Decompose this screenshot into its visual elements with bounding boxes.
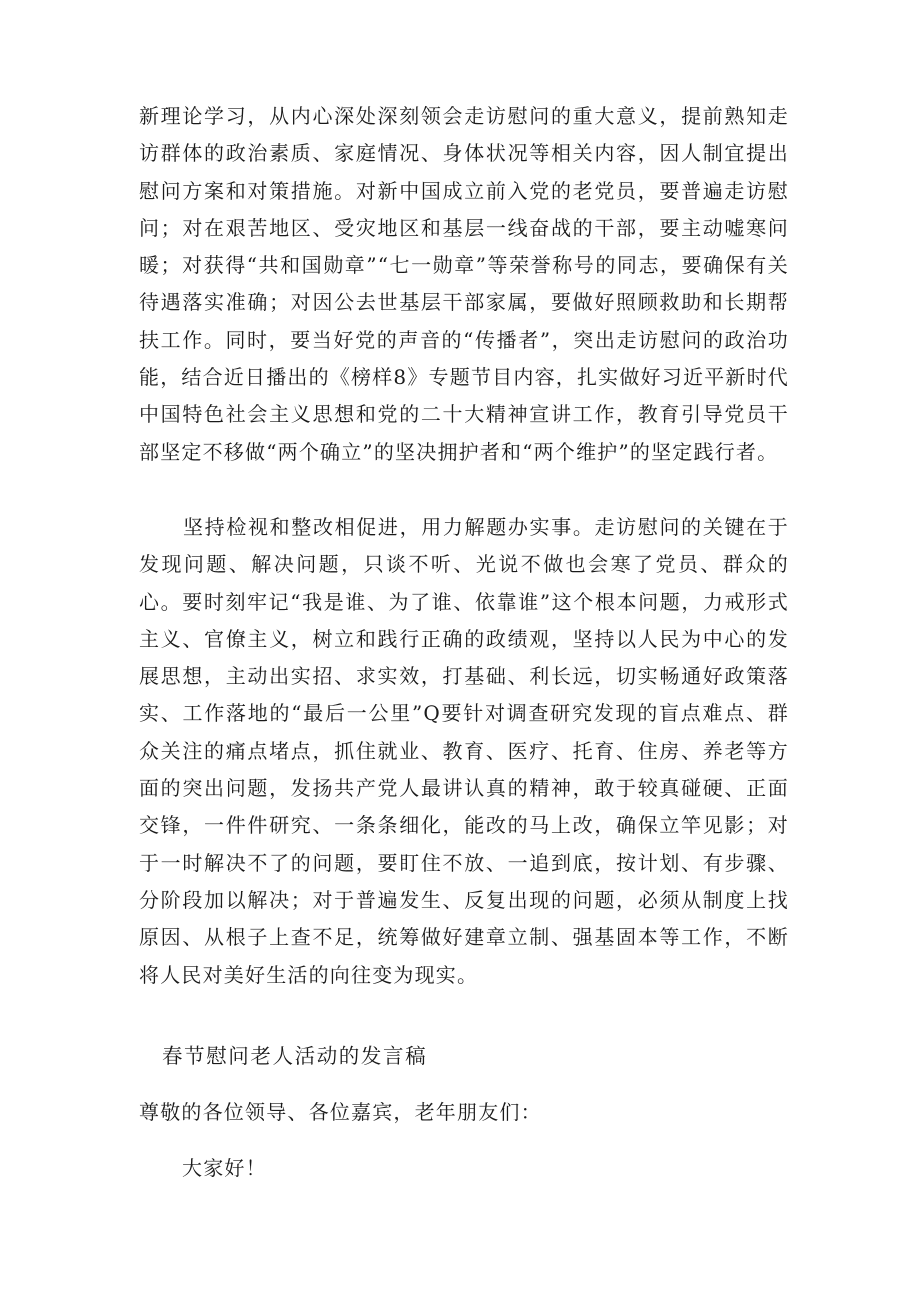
body-paragraph-1: 新理论学习，从内心深处深刻领会走访慰问的重大意义，提前熟知走访群体的政治素质、家庭情况、身体状况等相关内容，因人制宜提出慰问方案和对策措施。对新中国成立前入党的老党员，要普遍走访慰问；对在艰苦地区、受灾地区和基层一线奋战的干部，要主动嘘寒问暖；对获得“共和国勋章”“七一勋章”等荣誉称号的同志，要确保有关待遇落实准确；对因公去世基层干部家属，要做好照顾救助和长期帮扶工作。同时，要当好党的声音的“传播者”，突出走访慰问的政治功能，结合近日播出的《榜样8》专题节目内容，扎实做好习近平新时代中国特色社会主义思想和党的二十大精神宣讲工作，教育引导党员干部坚定不移做“两个确立”的坚决拥护者和“两个维护”的坚定践行者。 bbox=[139, 104, 789, 464]
greeting: 大家好！ bbox=[182, 1156, 267, 1180]
body-paragraph-2: 坚持检视和整改相促进，用力解题办实事。走访慰问的关键在于发现问题、解决问题，只谈不听、光说不做也会寒了党员、群众的心。要时刻牢记“我是谁、为了谁、依靠谁”这个根本问题，力戒形式主义、官僚主义，树立和践行正确的政绩观，坚持以人民为中心的发展思想，主动出实招、求实效，打基础、利长远，切实畅通好政策落实、工作落地的“最后一公里”Q要针对调查研究发现的盲点难点、群众关注的痛点堵点，抓住就业、教育、医疗、托育、住房、养老等方面的突出问题，发扬共产党人最讲认真的精神，敢于较真碰硬、正面交锋，一件件研究、一条条细化，能改的马上改，确保立竿见影；对于一时解决不了的问题，要盯住不放、一追到底，按计划、有步骤、分阶段加以解决；对于普遍发生、反复出现的问题，必须从制度上找原因、从根子上查不足，统筹做好建章立制、强基固本等工作，不断将人民对美好生活的向往变为现实。 bbox=[139, 515, 789, 987]
speech-title: 春节慰问老人活动的发言稿 bbox=[162, 1044, 428, 1068]
salutation: 尊敬的各位领导、各位嘉宾，老年朋友们： bbox=[139, 1100, 542, 1124]
